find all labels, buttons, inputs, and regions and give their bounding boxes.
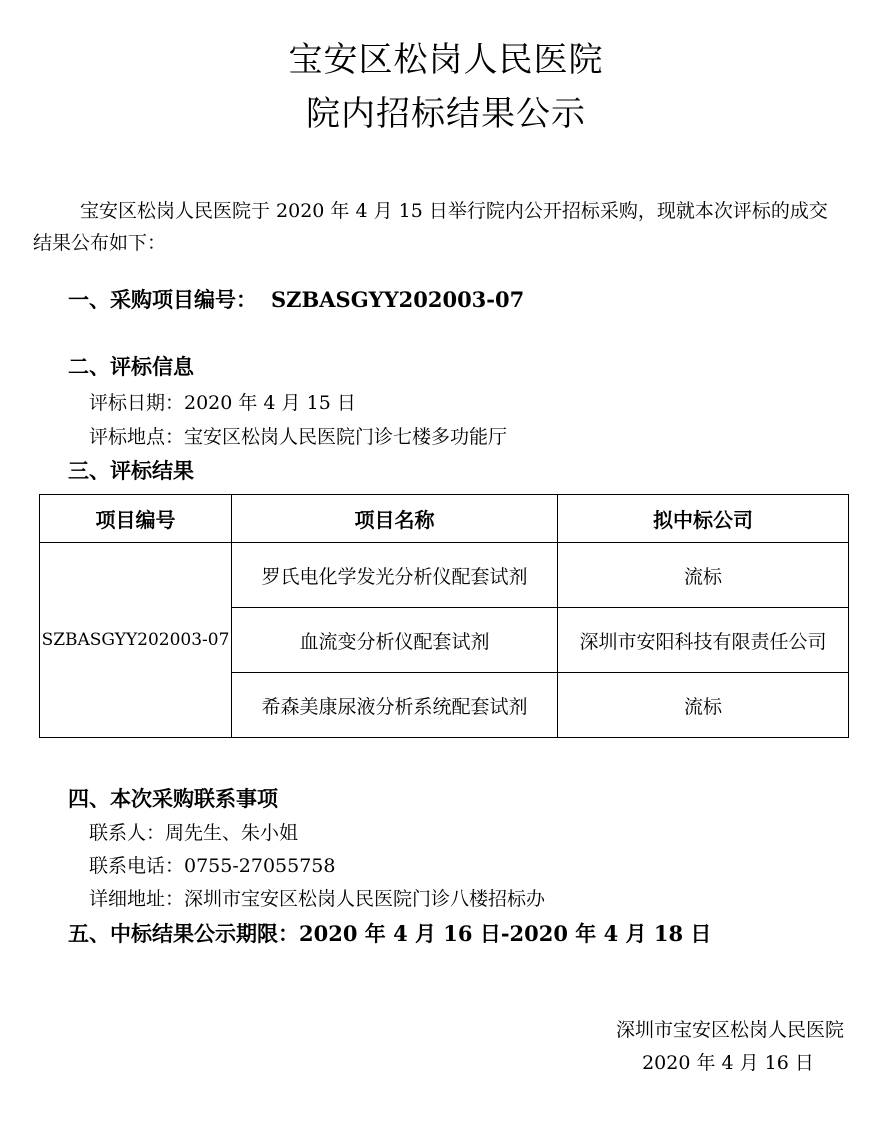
section5-heading: 五、中标结果公示期限：2020 年 4 月 16 日-2020 年 4 月 18 日 <box>68 921 712 946</box>
project-name-cell: 希森美康尿液分析系统配套试剂 <box>232 673 558 738</box>
table-row <box>40 543 849 608</box>
page-subtitle: 院内招标结果公示 <box>306 94 586 134</box>
intro-paragraph-line2: 结果公布如下： <box>33 232 167 254</box>
section3-heading: 三、评标结果 <box>68 458 194 483</box>
section1-label: 一、采购项目编号： <box>68 287 257 312</box>
header-winning-company: 拟中标公司 <box>558 495 849 543</box>
signature-date: 2020 年 4 月 16 日 <box>642 1052 814 1074</box>
project-code-cell: SZBASGYY202003-07 <box>40 543 232 738</box>
bid-date: 评标日期：2020 年 4 月 15 日 <box>89 392 356 414</box>
contact-person: 联系人：周先生、朱小姐 <box>89 822 299 844</box>
bid-place: 评标地点：宝安区松岗人民医院门诊七楼多功能厅 <box>89 426 508 448</box>
company-cell: 深圳市安阳科技有限责任公司 <box>558 608 849 673</box>
project-name-cell: 血流变分析仪配套试剂 <box>232 608 558 673</box>
header-project-code: 项目编号 <box>40 495 232 543</box>
section2-heading: 二、评标信息 <box>68 354 194 379</box>
results-table <box>39 494 849 738</box>
section1-heading <box>68 284 524 314</box>
table-header-row <box>40 495 849 543</box>
contact-address: 详细地址：深圳市宝安区松岗人民医院门诊八楼招标办 <box>89 888 546 910</box>
project-name-cell: 罗氏电化学发光分析仪配套试剂 <box>232 543 558 608</box>
page-title: 宝安区松岗人民医院 <box>288 40 604 80</box>
intro-paragraph-line1: 宝安区松岗人民医院于 2020 年 4 月 15 日举行院内公开招标采购，现就本次评标的成交 <box>80 200 828 222</box>
company-cell: 流标 <box>558 673 849 738</box>
signature-org: 深圳市宝安区松岗人民医院 <box>615 1019 844 1041</box>
header-project-name: 项目名称 <box>232 495 558 543</box>
contact-phone: 联系电话：0755-27055758 <box>89 855 336 877</box>
section4-heading: 四、本次采购联系事项 <box>68 786 278 811</box>
company-cell: 流标 <box>558 543 849 608</box>
section1-code: SZBASGYY202003-07 <box>271 287 525 312</box>
